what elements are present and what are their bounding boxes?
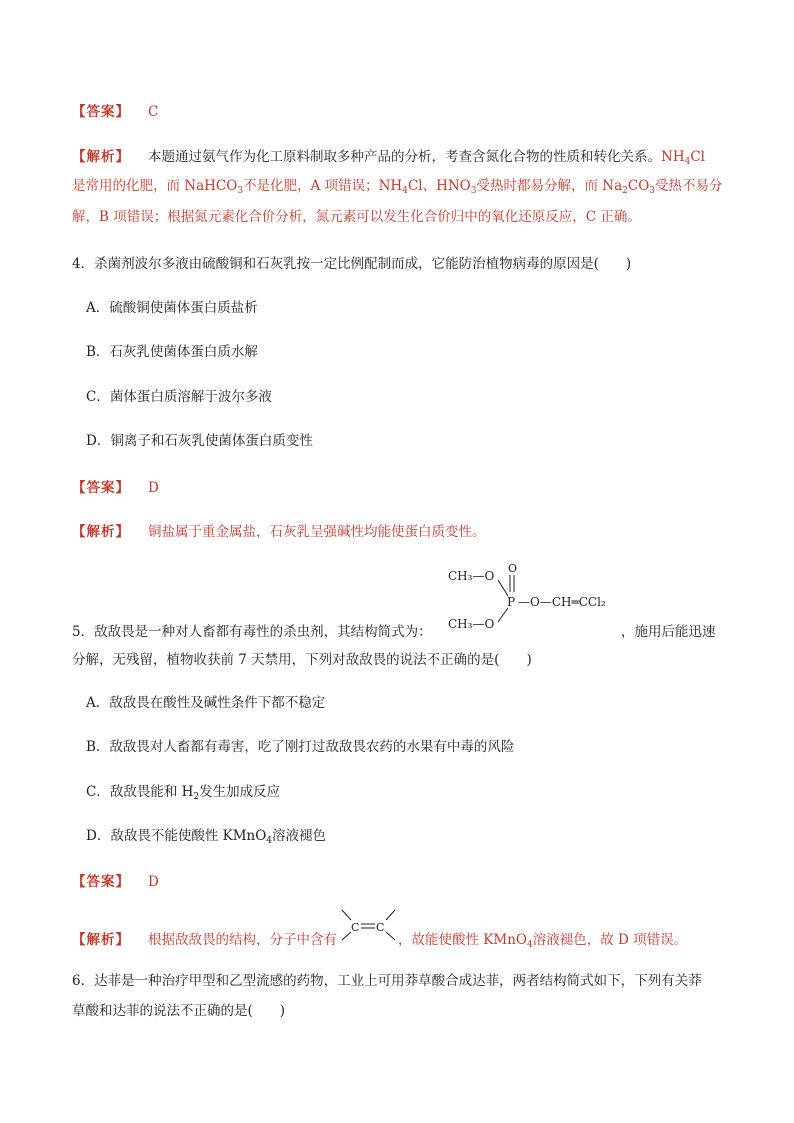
- formula-text: Cl: [690, 149, 705, 165]
- analysis-text: 受热时都易分解，而 Na: [476, 178, 623, 194]
- question-4-stem: 4．杀菌剂波尔多液由硫酸铜和石灰乳按一定比例配制而成，它能防治植物病毒的原因是( ): [72, 256, 632, 272]
- question-4-option-d: D．铜离子和石灰乳使菌体蛋白质变性: [86, 433, 313, 449]
- phosphorus-label: P: [507, 595, 516, 609]
- analysis-line-3: 解，B 项错误；根据氮元素化合价分析，氮元素可以发生化合价归中的氧化还原反应，C 正确。: [72, 209, 641, 225]
- chain-label: —O—CH═CCl₂: [518, 595, 606, 609]
- analysis-line-1: [72, 146, 705, 168]
- question-5-option-a: A．敌敌畏在酸性及碱性条件下都不稳定: [86, 695, 326, 711]
- carbon-label: C: [351, 921, 360, 934]
- ch3o-top-label: CH₃—O: [448, 569, 495, 583]
- bond-line-upper: [498, 580, 508, 596]
- analysis-text: 是常用的化肥，而 NaHCO: [72, 178, 238, 194]
- question-5-option-c: [86, 781, 280, 803]
- analysis-text: 不是化肥，A 项错误；NH: [243, 178, 403, 194]
- formula-sub: 3: [470, 186, 477, 196]
- analysis-text: 铜盐属于重金属盐，石灰乳呈强碱性均能使蛋白质变性。: [148, 524, 486, 540]
- formula-sub: 2: [193, 792, 200, 802]
- analysis-text: 受热不易分: [655, 178, 723, 194]
- answer-tag: 【答案】: [72, 874, 130, 890]
- analysis-text-tail: [398, 929, 687, 951]
- analysis-line: [72, 521, 486, 543]
- formula-sub: 3: [649, 186, 656, 196]
- alkene-structure: [338, 906, 400, 946]
- question-5-option-b: B．敌敌畏对人畜都有毒害，吃了刚打过敌敌畏农药的水果有中毒的风险: [86, 739, 515, 755]
- question-6-stem-line-2: 草酸和达菲的说法不正确的是( ): [72, 1003, 286, 1019]
- formula-sub: 4: [402, 186, 408, 196]
- bond-line: [342, 932, 351, 940]
- answer-tag: 【答案】: [72, 480, 130, 496]
- bond-line: [386, 910, 395, 920]
- answer-line: [72, 871, 159, 893]
- question-4-option-a: A．硫酸铜使菌体蛋白质盐析: [86, 300, 258, 316]
- option-text: D．敌敌畏不能使酸性 KMnO: [86, 828, 267, 844]
- question-5-option-d: [86, 825, 326, 847]
- question-5-stem-text: ，施用后能迅速: [621, 624, 716, 640]
- formula-sub: 4: [526, 940, 533, 950]
- analysis-text: 根据敌敌畏的结构，分子中含有: [148, 932, 337, 948]
- dichlorvos-structure: [440, 560, 640, 640]
- ch3o-bottom-label: CH₃—O: [448, 617, 495, 631]
- question-5-stem-line-2: 分解，无残留，植物收获前 7 天禁用，下列对敌敌畏的说法不正确的是( ): [72, 652, 532, 668]
- answer-value: D: [148, 874, 159, 890]
- carbon-label: C: [376, 921, 385, 934]
- analysis-tag: 【解析】: [72, 524, 130, 540]
- bond-line: [386, 932, 395, 940]
- bond-line-lower: [498, 608, 508, 622]
- analysis-text: 本题通过氨气作为化工原料制取多种产品的分析，考查含氮化合物的性质和转化关系。: [148, 149, 661, 165]
- answer-value: C: [148, 104, 159, 120]
- formula-text: NH: [661, 149, 685, 165]
- answer-line: [72, 101, 158, 123]
- formula-sub: 3: [237, 186, 244, 196]
- answer-line: [72, 477, 159, 499]
- analysis-tag: 【解析】: [72, 149, 130, 165]
- analysis-text: 溶液褪色，故 D 项错误。: [532, 932, 688, 948]
- option-text: 溶液褪色: [272, 828, 327, 844]
- analysis-tag: 【解析】: [72, 932, 130, 948]
- question-6-stem-line-1: 6．达菲是一种治疗甲型和乙型流感的药物，工业上可用莽草酸合成达菲，两者结构简式如下，下列有关莽: [72, 973, 702, 989]
- answer-value: D: [148, 480, 159, 496]
- oxygen-top-label: O: [508, 562, 518, 575]
- analysis-line-2: [72, 175, 723, 197]
- analysis-text: ，故能使酸性 KMnO: [398, 932, 527, 948]
- formula-sub: 4: [266, 836, 273, 846]
- option-text: C．敌敌畏能和 H: [86, 784, 194, 800]
- question-4-option-b: B．石灰乳使菌体蛋白质水解: [86, 344, 258, 360]
- question-4-option-c: C．菌体蛋白质溶解于波尔多液: [86, 389, 272, 405]
- analysis-text: CO: [627, 178, 650, 194]
- option-text: 发生加成反应: [199, 784, 281, 800]
- bond-line: [342, 910, 351, 920]
- analysis-line: [72, 929, 688, 951]
- answer-tag: 【答案】: [72, 104, 130, 120]
- formula-sub: 4: [684, 157, 691, 167]
- question-5-stem-text: 5．敌敌畏是一种对人畜都有毒性的杀虫剂，其结构简式为：: [72, 624, 432, 640]
- formula-sub: 2: [622, 186, 628, 196]
- analysis-text: Cl、HNO: [407, 178, 471, 194]
